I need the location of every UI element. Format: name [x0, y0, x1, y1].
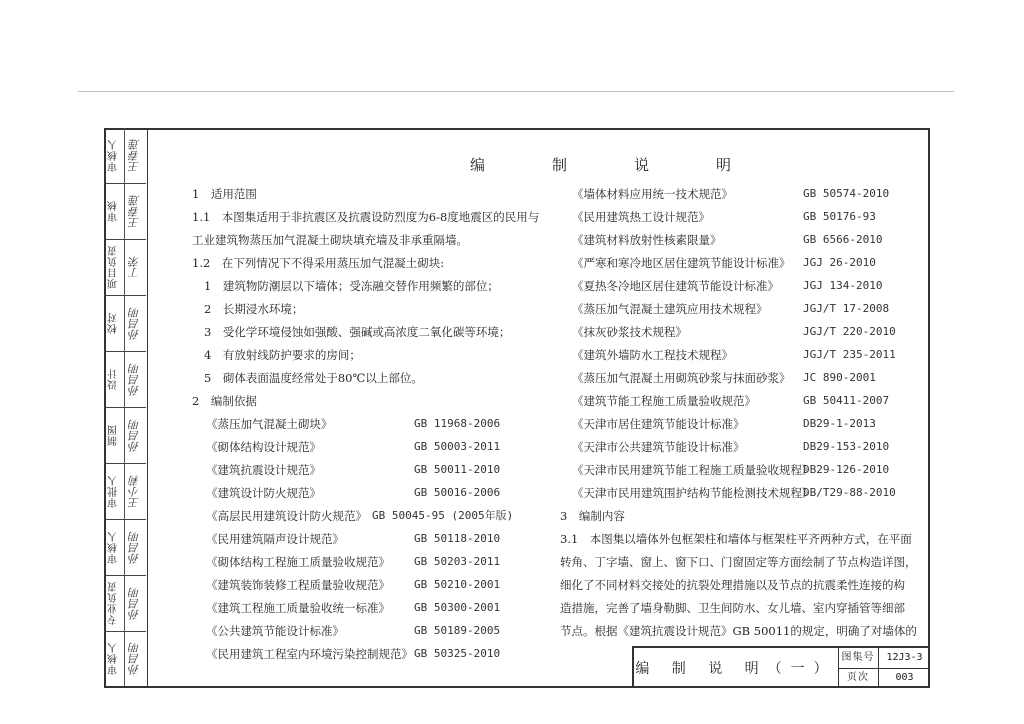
- sign-row: [104, 520, 146, 576]
- standard-code: GB 50003-2011: [414, 440, 501, 453]
- standard-code: GB 50574-2010: [803, 187, 890, 200]
- signature-column: [104, 128, 148, 688]
- standard-name: 《抹灰砂浆技术规程》: [572, 325, 687, 339]
- section-heading: 1 适用范围: [192, 187, 257, 201]
- standard-code: DB29-153-2010: [803, 440, 890, 453]
- page-number: 003: [895, 672, 914, 683]
- standard-code: JGJ/T 17-2008: [803, 302, 890, 315]
- standard-name: 《墙体材料应用统一技术规范》: [572, 187, 733, 201]
- sign-label: 审核: [108, 200, 120, 223]
- title-block: [632, 646, 930, 688]
- standard-code: JGJ 26-2010: [803, 256, 876, 269]
- page-title: 编 制 说 明: [470, 156, 758, 174]
- signature: 孙昌明: [128, 587, 141, 620]
- sign-row: [104, 296, 146, 352]
- standard-name: 《天津市公共建筑节能设计标准》: [572, 440, 745, 454]
- condition-item: 1 建筑物防潮层以下墙体；受冻融交替作用频繁的部位；: [204, 279, 499, 293]
- standard-name: 《天津市民用建筑节能工程施工质量验收规程》: [572, 463, 814, 477]
- sign-label: 项目负责: [108, 245, 120, 290]
- standard-name: 《建筑节能工程施工质量验收规范》: [572, 394, 756, 408]
- sign-label: 审核人: [108, 642, 120, 676]
- standard-code: GB 50300-2001: [414, 601, 501, 614]
- page-number-label: 页次: [838, 668, 879, 688]
- sign-label: 制图: [108, 424, 120, 447]
- paragraph-line: 节点。根据《建筑抗震设计规范》GB 50011的规定，明确了对墙体的: [560, 624, 917, 638]
- sign-row: [104, 408, 146, 464]
- standard-code: JGJ/T 220-2010: [803, 325, 896, 338]
- standard-code: GB 6566-2010: [803, 233, 883, 246]
- standard-code: GB 50176-93: [803, 210, 876, 223]
- standard-name: 《民用建筑隔声设计规范》: [206, 532, 344, 546]
- standard-code: JGJ/T 235-2011: [803, 348, 896, 361]
- sign-label: 审批人: [108, 475, 120, 508]
- standard-name: 《高层民用建筑设计防火规范》: [206, 509, 367, 523]
- signature: 孙昌明: [128, 419, 141, 452]
- standard-name: 《建筑材料放射性核素限量》: [572, 233, 722, 247]
- sign-row: [104, 128, 146, 184]
- standard-code: GB 50118-2010: [414, 532, 501, 545]
- paragraph-line: 细化了不同材料交接处的抗裂处理措施以及节点的抗震柔性连接的构: [560, 578, 905, 592]
- signature: 王春莲: [128, 139, 141, 172]
- sign-row: [104, 240, 146, 296]
- sign-label: 审核人: [108, 531, 120, 564]
- signature: 孙昌明: [128, 363, 141, 396]
- signature: 孙昌明: [128, 642, 141, 676]
- sign-row: [104, 632, 146, 686]
- sign-row: [104, 464, 146, 520]
- standard-code: GB 50189-2005: [414, 624, 501, 637]
- standard-name: 《建筑抗震设计规范》: [206, 463, 321, 477]
- sign-row: [104, 184, 146, 240]
- signature: 王春莲: [128, 195, 141, 228]
- paragraph-line: 3.1 本图集以墙体外包框架柱和墙体与框架柱平齐两种方式，在平面: [560, 532, 912, 546]
- paragraph-line: 工业建筑物蒸压加气混凝土砌块填充墙及非承重隔墙。: [192, 233, 468, 247]
- standard-name: 《严寒和寒冷地区居住建筑节能设计标准》: [572, 256, 791, 270]
- standard-code: GB 11968-2006: [414, 417, 501, 430]
- drawing-name: 编 制 说 明（一）: [634, 648, 839, 688]
- scan-edge-line: [78, 91, 954, 92]
- paragraph-line: 造措施，完善了墙身勒脚、卫生间防水、女儿墙、室内穿插管等细部: [560, 601, 905, 615]
- standard-name: 《砌体结构工程施工质量验收规范》: [206, 555, 390, 569]
- standard-name: 《蒸压加气混凝土建筑应用技术规程》: [572, 302, 768, 316]
- signature: 孙昌明: [128, 307, 141, 340]
- signature: 王小莉: [128, 475, 141, 508]
- standard-code: GB 50016-2006: [414, 486, 501, 499]
- standard-name: 《建筑设计防火规范》: [206, 486, 321, 500]
- sign-label: 专业负责: [108, 581, 120, 626]
- standard-code: GB 50411-2007: [803, 394, 890, 407]
- sign-label: 设计: [108, 368, 120, 391]
- standard-name: 《公共建筑节能设计标准》: [206, 624, 344, 638]
- sign-label: 审核人: [108, 139, 120, 172]
- standard-name: 《蒸压加气混凝土砌块》: [206, 417, 333, 431]
- sign-row: [104, 576, 146, 632]
- condition-item: 4 有放射线防护要求的房间；: [204, 348, 361, 362]
- standard-code: JC 890-2001: [803, 371, 876, 384]
- condition-item: 5 砌体表面温度经常处于80℃以上部位。: [204, 371, 423, 385]
- standard-name: 《建筑工程施工质量验收统一标准》: [206, 601, 390, 615]
- standard-name: 《建筑装饰装修工程质量验收规范》: [206, 578, 390, 592]
- standard-name: 《建筑外墙防水工程技术规程》: [572, 348, 733, 362]
- standard-name: 《天津市居住建筑节能设计标准》: [572, 417, 745, 431]
- section-heading: 2 编制依据: [192, 394, 257, 408]
- standard-name: 《蒸压加气混凝土用砌筑砂浆与抹面砂浆》: [572, 371, 791, 385]
- standard-code: GB 50045-95 (2005年版): [372, 509, 514, 522]
- atlas-number-label: 图集号: [838, 648, 879, 669]
- sign-label: 校对: [108, 312, 120, 335]
- standard-code: DB29-126-2010: [803, 463, 890, 476]
- atlas-number: 12J3-3: [879, 648, 930, 669]
- standard-code: GB 50325-2010: [414, 647, 501, 660]
- standard-code: JGJ 134-2010: [803, 279, 883, 292]
- signature: 孙昌明: [128, 531, 141, 564]
- paragraph-line: 1.1 本图集适用于非抗震区及抗震设防烈度为6-8度地震区的民用与: [192, 210, 540, 224]
- standard-code: GB 50210-2001: [414, 578, 501, 591]
- paragraph-line: 1.2 在下列情况下不得采用蒸压加气混凝土砌块:: [192, 256, 445, 270]
- standard-name: 《砌体结构设计规范》: [206, 440, 321, 454]
- condition-item: 3 受化学环境侵蚀如强酸、强碱或高浓度二氧化碳等环境；: [204, 325, 511, 339]
- standard-name: 《天津市民用建筑围护结构节能检测技术规程》: [572, 486, 814, 500]
- sign-row: [104, 352, 146, 408]
- standard-code: GB 50011-2010: [414, 463, 501, 476]
- paragraph-line: 转角、丁字墙、窗上、窗下口、门窗固定等方面绘制了节点构造详图，: [560, 555, 917, 569]
- signature: 丁荣: [128, 256, 141, 279]
- standard-name: 《民用建筑工程室内环境污染控制规范》: [206, 647, 413, 661]
- standard-code: DB29-1-2013: [803, 417, 876, 430]
- section-heading: 3 编制内容: [560, 509, 625, 523]
- standard-code: DB/T29-88-2010: [803, 486, 896, 499]
- condition-item: 2 长期浸水环境；: [204, 302, 304, 316]
- standard-name: 《民用建筑热工设计规范》: [572, 210, 710, 224]
- standard-name: 《夏热冬冷地区居住建筑节能设计标准》: [572, 279, 779, 293]
- standard-code: GB 50203-2011: [414, 555, 501, 568]
